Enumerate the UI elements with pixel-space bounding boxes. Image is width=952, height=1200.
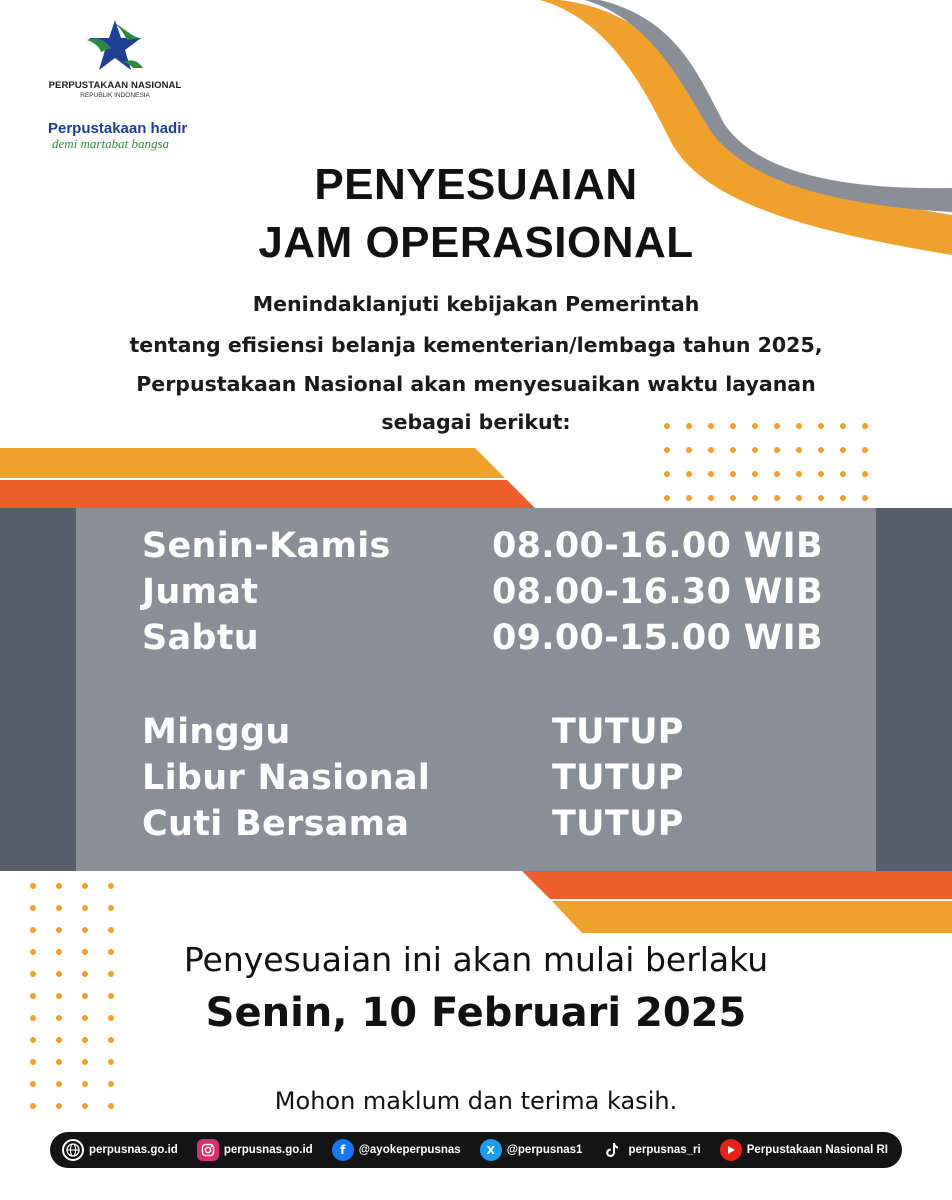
brand-name: PERPUSTAKAAN NASIONAL	[48, 80, 182, 91]
decorative-dot	[796, 447, 802, 453]
decorative-dot	[56, 883, 62, 889]
closed-day: Libur Nasional	[142, 758, 431, 798]
panel-side-left	[0, 508, 76, 871]
decorative-dot	[752, 471, 758, 477]
decorative-dot	[686, 495, 692, 501]
decorative-dot	[752, 423, 758, 429]
decorative-dot	[796, 471, 802, 477]
instagram-icon	[197, 1139, 219, 1161]
social-label: Perpustakaan Nasional RI	[746, 1144, 888, 1156]
decorative-dot	[774, 423, 780, 429]
decorative-dot	[108, 883, 114, 889]
decorative-dot	[818, 495, 824, 501]
social-instagram[interactable]	[197, 1139, 313, 1161]
decorative-dot	[82, 905, 88, 911]
social-youtube[interactable]	[720, 1139, 888, 1161]
decorative-dot	[686, 423, 692, 429]
globe-icon	[62, 1139, 84, 1161]
schedule-hours: 08.00-16.00 WIB	[492, 526, 823, 566]
intro-line4: sebagai berikut:	[381, 410, 571, 434]
decorative-dot	[730, 447, 736, 453]
decorative-dot	[862, 471, 868, 477]
social-label: @ayokeperpusnas	[358, 1144, 461, 1156]
decorative-dot	[708, 423, 714, 429]
decorative-dot	[56, 1037, 62, 1043]
effective-notice: Penyesuaian ini akan mulai berlaku	[183, 940, 769, 979]
decorative-dot	[30, 927, 36, 933]
decorative-dot	[82, 1059, 88, 1065]
schedule-day: Sabtu	[142, 618, 260, 658]
social-tiktok[interactable]	[601, 1139, 700, 1161]
decorative-dot	[774, 447, 780, 453]
page-title-line2: JAM OPERASIONAL	[258, 218, 694, 267]
closing-message: Mohon maklum dan terima kasih.	[274, 1087, 678, 1115]
social-label: perpusnas.go.id	[223, 1144, 313, 1156]
decorative-dot	[30, 883, 36, 889]
decorative-dot	[82, 883, 88, 889]
decorative-dot	[818, 423, 824, 429]
decorative-dot	[56, 1059, 62, 1065]
social-label: perpusnas_ri	[628, 1144, 701, 1156]
social-label: @perpusnas1	[506, 1144, 583, 1156]
decorative-dot	[796, 423, 802, 429]
intro-line2: tentang efisiensi belanja kementerian/lembaga tahun 2025,	[129, 333, 823, 357]
decorative-dot	[686, 447, 692, 453]
page-title-line1: PENYESUAIAN	[314, 160, 638, 209]
social-label: perpusnas.go.id	[89, 1144, 178, 1156]
youtube-icon	[720, 1139, 742, 1161]
schedule-day: Senin-Kamis	[142, 526, 391, 566]
schedule-hours: 08.00-16.30 WIB	[492, 572, 823, 612]
panel-side-right	[876, 508, 952, 871]
decorative-dot	[708, 471, 714, 477]
schedule-day: Jumat	[142, 572, 259, 612]
tagline-line2: demi martabat bangsa	[52, 136, 169, 151]
decorative-dot	[56, 905, 62, 911]
tiktok-icon	[601, 1139, 623, 1161]
decorative-dot	[82, 1037, 88, 1043]
decorative-dot	[664, 447, 670, 453]
star-logo-icon	[83, 18, 147, 76]
social-x[interactable]	[480, 1139, 583, 1161]
decorative-dot	[862, 423, 868, 429]
decorative-dot	[108, 1059, 114, 1065]
social-website[interactable]	[62, 1139, 178, 1161]
decorative-dot	[30, 1059, 36, 1065]
decorative-dot	[664, 495, 670, 501]
brand-tagline	[48, 120, 187, 152]
decorative-dots-right	[664, 423, 868, 501]
decorative-dot	[664, 423, 670, 429]
decorative-dot	[30, 905, 36, 911]
closed-status: TUTUP	[552, 804, 684, 844]
decorative-dot	[774, 471, 780, 477]
decorative-dot	[708, 447, 714, 453]
social-facebook[interactable]	[332, 1139, 461, 1161]
decorative-dot	[840, 423, 846, 429]
closed-status: TUTUP	[552, 758, 684, 798]
decorative-dot	[840, 447, 846, 453]
decorative-dot	[30, 1037, 36, 1043]
facebook-icon: f	[332, 1139, 354, 1161]
decorative-dot	[774, 495, 780, 501]
intro-line1: Menindaklanjuti kebijakan Pemerintah	[252, 292, 700, 316]
decorative-dot	[840, 495, 846, 501]
decorative-dot	[686, 471, 692, 477]
decorative-dot	[82, 927, 88, 933]
decorative-dot	[862, 495, 868, 501]
closed-status: TUTUP	[552, 712, 684, 752]
decorative-dot	[56, 927, 62, 933]
brand-subname: REPUBLIK INDONESIA	[80, 92, 150, 99]
decorative-dot	[840, 471, 846, 477]
decorative-dot	[108, 1037, 114, 1043]
decorative-dot	[752, 495, 758, 501]
decorative-dot	[108, 927, 114, 933]
decorative-dot	[664, 471, 670, 477]
decorative-dot	[752, 447, 758, 453]
decorative-dot	[862, 447, 868, 453]
decorative-dot	[818, 447, 824, 453]
decorative-dot	[818, 471, 824, 477]
social-footer	[50, 1132, 902, 1168]
intro-line3: Perpustakaan Nasional akan menyesuaikan waktu layanan	[136, 372, 816, 396]
effective-date: Senin, 10 Februari 2025	[205, 990, 747, 1036]
closed-day: Minggu	[142, 712, 291, 752]
decorative-dot	[108, 905, 114, 911]
x-icon: X	[480, 1139, 502, 1161]
decorative-dot	[708, 495, 714, 501]
decorative-dot	[796, 495, 802, 501]
tagline-line1: Perpustakaan hadir	[48, 120, 188, 137]
decorative-stripes-bottom	[510, 871, 952, 933]
closed-day: Cuti Bersama	[142, 804, 410, 844]
decorative-dot	[730, 423, 736, 429]
decorative-dot	[730, 471, 736, 477]
schedule-hours: 09.00-15.00 WIB	[492, 618, 823, 658]
brand-logo	[40, 18, 190, 99]
decorative-dot	[730, 495, 736, 501]
decorative-stripes-top	[0, 448, 560, 508]
